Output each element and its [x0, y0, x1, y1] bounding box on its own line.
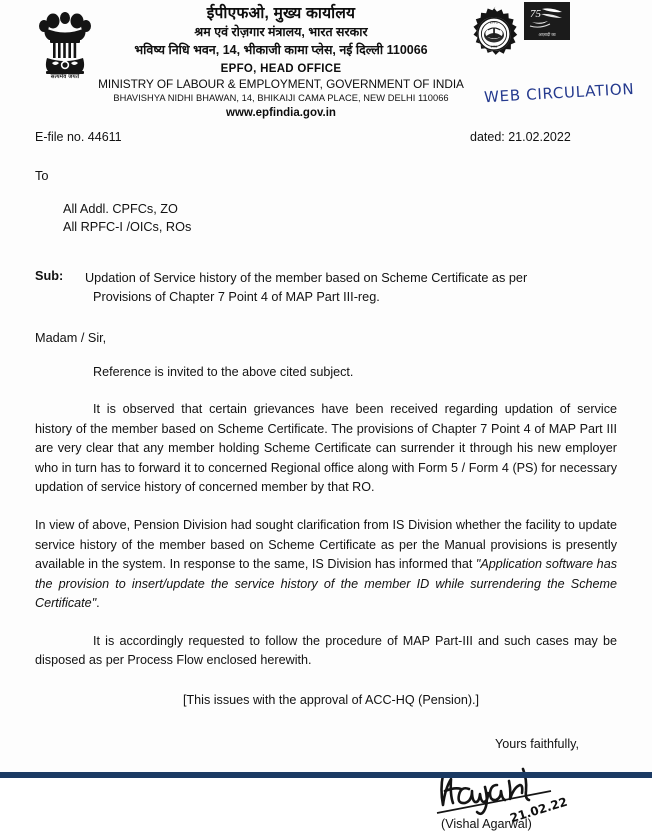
- epfo-gear-emblem-logo-icon: [468, 8, 520, 60]
- letterhead-header: [0, 0, 652, 122]
- english-ministry: MINISTRY OF LABOUR & EMPLOYMENT, GOVERNMENT OF INDIA: [98, 76, 464, 91]
- web-circulation-stamp: WEB CIRCULATION: [483, 79, 635, 107]
- paragraph-clarification: [35, 516, 617, 614]
- addressee-list: [35, 200, 617, 237]
- english-org-name: EPFO, HEAD OFFICE: [220, 62, 342, 75]
- website-url: www.epfindia.gov.in: [226, 106, 336, 119]
- reference-line: [0, 130, 652, 152]
- emblem-caption: सत्यमेव जयते: [50, 74, 80, 80]
- hindi-address: भविष्य निधि भवन, 14, भीकाजी कामा प्लेस, नई दिल्ली 110066: [134, 42, 428, 57]
- ashoka-lion-capital-emblem-icon: [34, 6, 96, 82]
- subject-line-2: Provisions of Chapter 7 Point 4 of MAP Part III-reg.: [93, 289, 380, 304]
- clarification-text-before: In view of above, Pension Division had sought clarification from IS Division whether the facility to update service history of the member based on Scheme Certificate as per the Manual provisions is presently available in the system. In response to the same, IS Division has informed that: [35, 518, 617, 572]
- hindi-org-name: ईपीएफओ, मुख्य कार्यालय: [206, 5, 356, 22]
- paragraph-reference: Reference is invited to the above cited subject.: [93, 364, 354, 379]
- list-item: All RPFC-I /OICs, ROs: [63, 220, 192, 235]
- list-item: All Addl. CPFCs, ZO: [63, 202, 178, 216]
- subject-text: [85, 269, 617, 307]
- document-body: [0, 168, 652, 837]
- efile-number: E-file no. 44611: [35, 130, 122, 144]
- bottom-edge-bar: [0, 772, 652, 778]
- signer-name: (Vishal Agarwal): [441, 816, 532, 831]
- svg-text:1952: 1952: [490, 44, 498, 49]
- clarification-text-after: .: [96, 596, 100, 611]
- subject-line-1: Updation of Service history of the member based on Scheme Certificate as per: [85, 270, 528, 285]
- hindi-ministry: श्रम एवं रोज़गार मंत्रालय, भारत सरकार: [194, 25, 368, 40]
- approval-note: [This issues with the approval of ACC-HQ (Pension).]: [182, 692, 480, 707]
- clarification-quote: "Application software has the provision to insert/update the service history of the member ID while surrendering the Scheme Certificate": [35, 557, 617, 611]
- english-address: BHAVISHYA NIDHI BHAWAN, 14, BHIKAIJI CAMA PLACE, NEW DELHI 110066: [113, 92, 449, 103]
- svg-text:EPFO: EPFO: [489, 20, 499, 25]
- subject-block: [35, 269, 617, 307]
- header-text-block: [96, 4, 466, 119]
- paragraph-request: It is accordingly requested to follow the procedure of MAP Part-III and such cases may be disposed as per Process Flow enclosed herewith.: [35, 633, 617, 668]
- handwritten-signature-date: 21.02.22: [508, 794, 569, 825]
- svg-text:75: 75: [530, 8, 541, 20]
- azadi-ka-amrit-mahotsav-logo-icon: [524, 2, 570, 40]
- subject-label: Sub:: [35, 268, 64, 283]
- closing-salutation: Yours faithfully,: [494, 736, 579, 751]
- document-date: dated: 21.02.2022: [470, 130, 571, 144]
- svg-text:आज़ादी का: आज़ादी का: [538, 32, 556, 37]
- salutation: Madam / Sir,: [35, 330, 107, 345]
- signature-block: [35, 737, 617, 837]
- paragraph-observation: It is observed that certain grievances have been received regarding updation of service history of the member based on Scheme Certificate. The provisions of Chapter 7 Point 4 of MAP Part III are very clear that any member holding Scheme Certificate can surrender it through his new employer who in turn has to forward it to concerned Regional office along with Form 5 / Form 4 (PS) for necessary updation of service history of concerned member by that RO.: [35, 402, 617, 495]
- to-label: To: [35, 168, 49, 183]
